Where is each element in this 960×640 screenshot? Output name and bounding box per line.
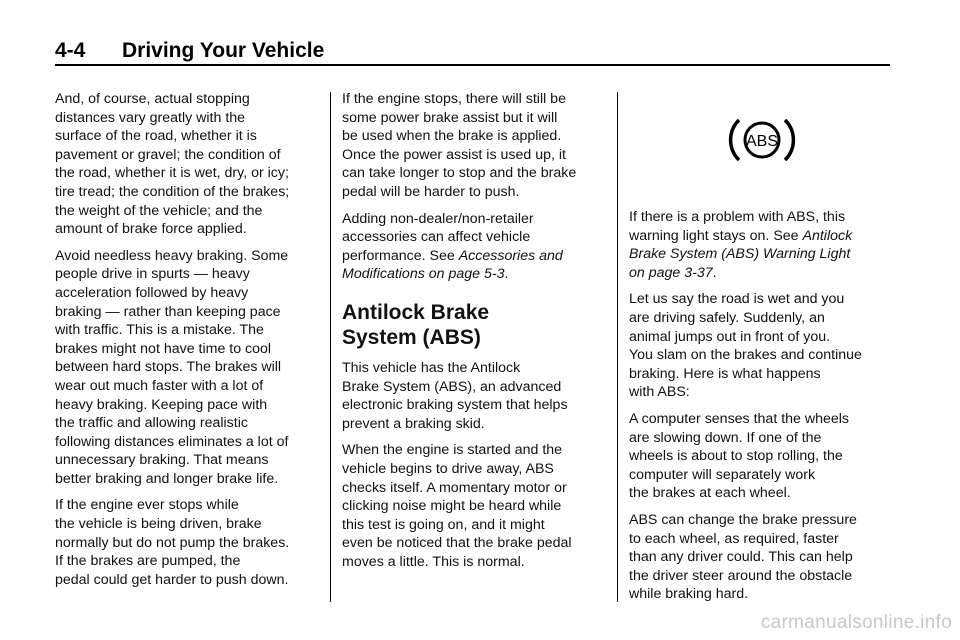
text-line: [629, 227, 894, 246]
text-line: can take longer to stop and the brake: [342, 165, 577, 182]
text-line: pedal will be harder to push.: [342, 183, 520, 200]
abs-warning-light-icon: [727, 112, 797, 168]
text-line: If the engine ever stops while: [55, 497, 239, 514]
text-line: When the engine is started and the: [342, 442, 563, 459]
text-line: are driving safely. Suddenly, an: [629, 309, 825, 326]
text-line: with ABS:: [629, 384, 690, 401]
text-line: Brake System (ABS), an advanced: [342, 378, 562, 395]
text-line: to each wheel, as required, faster: [629, 530, 839, 547]
text-line: A computer senses that the wheels: [629, 410, 850, 427]
text-line: If there is a problem with ABS, this: [629, 209, 846, 225]
text-line: computer will separately work: [629, 466, 816, 483]
cross-reference-link[interactable]: Brake System (ABS) Warning Light: [629, 246, 851, 263]
heading-line: Antilock Brake: [342, 300, 490, 324]
text-fragment: warning light stays on. See: [629, 227, 803, 244]
text-line: animal jumps out in front of you.: [629, 328, 831, 345]
column-divider: [617, 92, 618, 602]
text-line: pedal could get harder to push down.: [55, 571, 289, 588]
text-line: If the engine stops, there will still be: [342, 91, 566, 107]
text-line: heavy braking. Keeping pace with: [55, 396, 268, 413]
text-line: vehicle begins to drive away, ABS: [342, 460, 554, 477]
text-line: the driver steer around the obstacle: [629, 567, 853, 584]
column-3: [629, 208, 894, 612]
text-line: acceleration followed by heavy: [55, 284, 249, 301]
abs-icon-label: ABS: [745, 133, 779, 150]
text-fragment: .: [504, 266, 509, 283]
text-line: Let us say the road is wet and you: [629, 291, 845, 308]
page-header: [55, 37, 890, 67]
text-line: [629, 264, 894, 283]
paragraph: [629, 410, 894, 503]
text-line: even be noticed that the brake pedal: [342, 535, 572, 552]
paragraph: [342, 90, 607, 202]
heading-line: System (ABS): [342, 325, 481, 349]
text-line: be used when the brake is applied.: [342, 128, 562, 145]
text-line: If the brakes are pumped, the: [55, 553, 241, 570]
column-1: [55, 90, 320, 597]
page-number: 4-4: [55, 39, 86, 62]
text-line: are slowing down. If one of the: [629, 429, 822, 446]
text-fragment: .: [712, 264, 717, 281]
text-line: prevent a braking skid.: [342, 415, 485, 432]
text-line: than any driver could. This can help: [629, 549, 853, 566]
text-line: braking. Here is what happens: [629, 365, 821, 382]
paragraph: [629, 290, 894, 402]
text-line: the road, whether it is wet, dry, or icy;: [55, 165, 289, 182]
text-line: Once the power assist is used up, it: [342, 146, 566, 163]
text-line: You slam on the brakes and continue: [629, 347, 862, 364]
text-line: [629, 245, 894, 264]
text-line: checks itself. A momentary motor or: [342, 479, 567, 496]
paragraph: [342, 210, 607, 284]
paragraph: [629, 208, 894, 282]
paragraph: [55, 496, 320, 589]
text-line: Avoid needless heavy braking. Some: [55, 247, 289, 264]
cross-reference-link[interactable]: on page 3-37: [629, 264, 713, 281]
paragraph: [342, 359, 607, 433]
column-divider: [330, 92, 331, 602]
text-line: the brakes at each wheel.: [629, 485, 791, 502]
text-line: Adding non-dealer/non-retailer: [342, 210, 534, 227]
text-line: wear out much faster with a lot of: [55, 377, 264, 394]
text-line: accessories can affect vehicle: [342, 229, 531, 246]
text-line: tire tread; the condition of the brakes;: [55, 183, 290, 200]
text-line: electronic braking system that helps: [342, 397, 568, 414]
text-line: wheels is about to stop rolling, the: [629, 448, 843, 465]
text-line: following distances eliminates a lot of: [55, 433, 289, 450]
text-line: better braking and longer brake life.: [55, 470, 279, 487]
text-line: while braking hard.: [629, 586, 749, 603]
text-line: distances vary greatly with the: [55, 109, 246, 126]
text-line: braking — rather than keeping pace: [55, 303, 281, 320]
text-line: surface of the road, whether it is: [55, 128, 257, 145]
text-line: pavement or gravel; the condition of: [55, 146, 281, 163]
text-line: This vehicle has the Antilock: [342, 359, 521, 376]
text-line: between hard stops. The brakes will: [55, 359, 282, 376]
text-line: people drive in spurts — heavy: [55, 266, 250, 283]
text-line: the vehicle is being driven, brake: [55, 516, 262, 533]
paragraph: [629, 511, 894, 604]
text-line: moves a little. This is normal.: [342, 553, 525, 570]
cross-reference-link[interactable]: Modifications on page 5-3: [342, 266, 505, 283]
watermark: carmanualsonline.info: [760, 612, 952, 633]
paragraph: [55, 90, 320, 239]
text-line: brakes might not have time to cool: [55, 340, 272, 357]
paragraph: [55, 247, 320, 489]
text-line: [342, 265, 607, 284]
text-line: [342, 247, 607, 266]
cross-reference-link[interactable]: Antilock: [802, 227, 853, 244]
text-line: unnecessary braking. That means: [55, 452, 269, 469]
text-line: ABS can change the brake pressure: [629, 511, 857, 528]
text-line: some power brake assist but it will: [342, 109, 558, 126]
section-heading: [342, 300, 607, 350]
paragraph: [342, 441, 607, 571]
text-line: the weight of the vehicle; and the: [55, 202, 263, 219]
text-line: the traffic and allowing realistic: [55, 415, 248, 432]
text-line: this test is going on, and it might: [342, 516, 545, 533]
text-line: with traffic. This is a mistake. The: [55, 322, 264, 339]
text-fragment: performance. See: [342, 247, 459, 264]
column-2: [342, 90, 607, 579]
text-line: And, of course, actual stopping: [55, 91, 250, 107]
text-line: clicking noise might be heard while: [342, 498, 562, 515]
text-line: amount of brake force applied.: [55, 221, 247, 238]
text-line: normally but do not pump the brakes.: [55, 534, 290, 551]
header-rule: [55, 64, 890, 66]
cross-reference-link[interactable]: Accessories and: [458, 247, 563, 264]
page-title: Driving Your Vehicle: [122, 39, 325, 62]
